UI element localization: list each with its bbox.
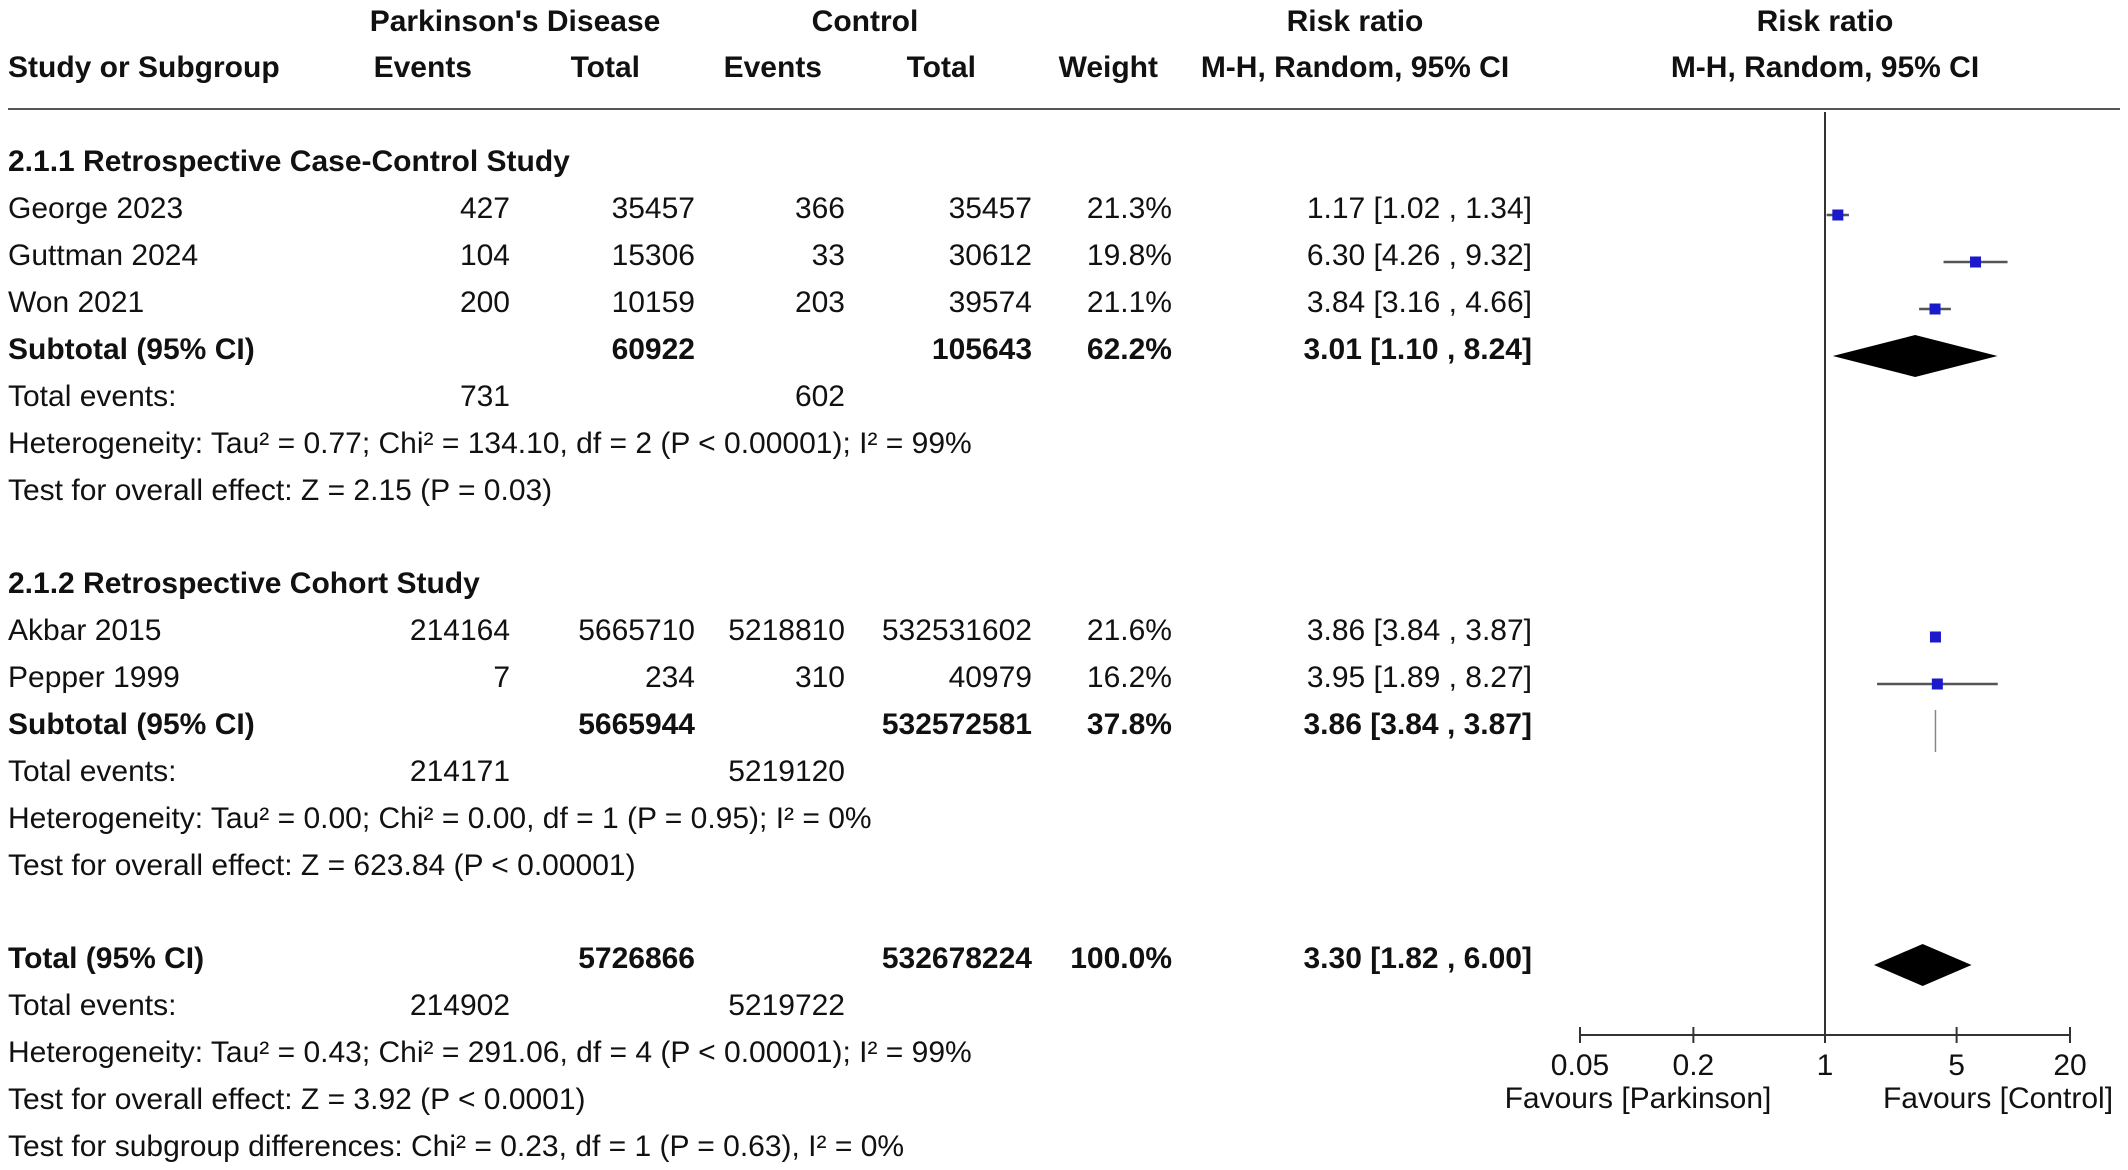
x-tick-label: 0.05: [1550, 1049, 1610, 1082]
header-events1: Events: [373, 51, 472, 84]
header-total2: Total: [906, 51, 976, 84]
total-events-label: Total events:: [8, 380, 177, 413]
total-control: 35457: [948, 192, 1032, 225]
total-control: 39574: [948, 286, 1032, 319]
study-marker: [1970, 257, 1981, 268]
events-pd: 200: [459, 286, 510, 319]
x-tick-label: 20: [2053, 1049, 2087, 1082]
subtotal-ci: 3.86 [3.84 , 3.87]: [1303, 708, 1532, 741]
heterogeneity-text: Heterogeneity: Tau² = 0.00; Chi² = 0.00, df = 1 (P = 0.95); I² = 0%: [8, 802, 872, 835]
study-marker: [1930, 304, 1941, 315]
total-pd: 35457: [611, 192, 695, 225]
study-name: Pepper 1999: [8, 661, 180, 694]
study-name: Akbar 2015: [8, 614, 162, 647]
events-pd: 214164: [409, 614, 510, 647]
header-risk-ratio-plot: Risk ratio: [1756, 5, 1894, 38]
total-label: Total (95% CI): [8, 942, 205, 975]
heterogeneity-text: Heterogeneity: Tau² = 0.43; Chi² = 291.06, df = 4 (P < 0.00001); I² = 99%: [8, 1036, 972, 1069]
total-total-control: 532678224: [881, 942, 1032, 975]
header-group1: Parkinson's Disease: [369, 5, 661, 38]
subgroup-title: 2.1.2 Retrospective Cohort Study: [8, 567, 480, 600]
total-pd: 5665710: [578, 614, 695, 647]
subtotal-weight: 62.2%: [1086, 333, 1172, 366]
total-events-control: 602: [794, 380, 845, 413]
total-pd: 15306: [611, 239, 695, 272]
study-marker: [1832, 210, 1843, 221]
overall-effect-text: Test for overall effect: Z = 2.15 (P = 0.03): [8, 474, 553, 507]
header-weight: Weight: [1058, 51, 1158, 84]
total-events-label: Total events:: [8, 755, 177, 788]
subtotal-label: Subtotal (95% CI): [8, 333, 255, 366]
favours-left-label: Favours [Parkinson]: [1504, 1082, 1772, 1115]
x-tick-label: 1: [1816, 1049, 1834, 1082]
total-pd: 10159: [611, 286, 695, 319]
weight: 21.1%: [1086, 286, 1172, 319]
header-risk-ratio: Risk ratio: [1286, 5, 1424, 38]
header-total1: Total: [570, 51, 640, 84]
total-events-control: 5219722: [728, 989, 845, 1022]
subtotal-ci: 3.01 [1.10 , 8.24]: [1303, 333, 1532, 366]
subtotal-weight: 37.8%: [1086, 708, 1172, 741]
total-control: 40979: [948, 661, 1032, 694]
total-ci: 3.30 [1.82 , 6.00]: [1303, 942, 1532, 975]
risk-ratio-ci: 3.95 [1.89 , 8.27]: [1306, 661, 1532, 694]
header-group2: Control: [811, 5, 919, 38]
study-name: George 2023: [8, 192, 184, 225]
weight: 19.8%: [1086, 239, 1172, 272]
events-control: 310: [794, 661, 845, 694]
header-mh-plot: M-H, Random, 95% CI: [1670, 51, 1980, 84]
header-events2: Events: [723, 51, 822, 84]
total-events-pd: 214902: [409, 989, 510, 1022]
events-pd: 427: [459, 192, 510, 225]
study-name: Won 2021: [8, 286, 145, 319]
study-marker: [1930, 632, 1941, 643]
subtotal-total-pd: 60922: [611, 333, 695, 366]
events-control: 33: [811, 239, 845, 272]
overall-effect-text: Test for overall effect: Z = 3.92 (P < 0.0001): [8, 1083, 586, 1116]
events-control: 366: [794, 192, 845, 225]
x-tick-label: 5: [1948, 1049, 1965, 1082]
risk-ratio-ci: 3.86 [3.84 , 3.87]: [1306, 614, 1532, 647]
total-events-control: 5219120: [728, 755, 845, 788]
total-events-pd: 731: [459, 380, 510, 413]
events-control: 203: [794, 286, 845, 319]
weight: 21.6%: [1086, 614, 1172, 647]
weight: 21.3%: [1086, 192, 1172, 225]
weight: 16.2%: [1086, 661, 1172, 694]
total-control: 30612: [948, 239, 1032, 272]
subtotal-total-control: 532572581: [881, 708, 1032, 741]
header-study: Study or Subgroup: [8, 51, 280, 84]
summary-diamond: [1833, 335, 1998, 377]
favours-right-label: Favours [Control]: [1882, 1082, 2114, 1115]
subtotal-total-control: 105643: [931, 333, 1032, 366]
total-events-label: Total events:: [8, 989, 177, 1022]
heterogeneity-text: Heterogeneity: Tau² = 0.77; Chi² = 134.10, df = 2 (P < 0.00001); I² = 99%: [8, 427, 972, 460]
subtotal-label: Subtotal (95% CI): [8, 708, 255, 741]
risk-ratio-ci: 1.17 [1.02 , 1.34]: [1306, 192, 1532, 225]
total-events-pd: 214171: [409, 755, 510, 788]
events-pd: 7: [493, 661, 510, 694]
total-weight: 100.0%: [1070, 942, 1172, 975]
study-marker: [1932, 679, 1943, 690]
overall-effect-text: Test for overall effect: Z = 623.84 (P < 0.00001): [8, 849, 636, 882]
total-total-pd: 5726866: [578, 942, 695, 975]
total-control: 532531602: [881, 614, 1032, 647]
x-tick-label: 0.2: [1672, 1049, 1715, 1082]
total-pd: 234: [644, 661, 695, 694]
study-name: Guttman 2024: [8, 239, 199, 272]
events-pd: 104: [459, 239, 510, 272]
subgroup-differences-text: Test for subgroup differences: Chi² = 0.23, df = 1 (P = 0.63), I² = 0%: [8, 1130, 905, 1163]
risk-ratio-ci: 3.84 [3.16 , 4.66]: [1306, 286, 1532, 319]
subtotal-total-pd: 5665944: [578, 708, 695, 741]
risk-ratio-ci: 6.30 [4.26 , 9.32]: [1306, 239, 1532, 272]
events-control: 5218810: [728, 614, 845, 647]
header-mh: M-H, Random, 95% CI: [1200, 51, 1510, 84]
summary-diamond: [1874, 944, 1972, 986]
subgroup-title: 2.1.1 Retrospective Case-Control Study: [8, 145, 570, 178]
